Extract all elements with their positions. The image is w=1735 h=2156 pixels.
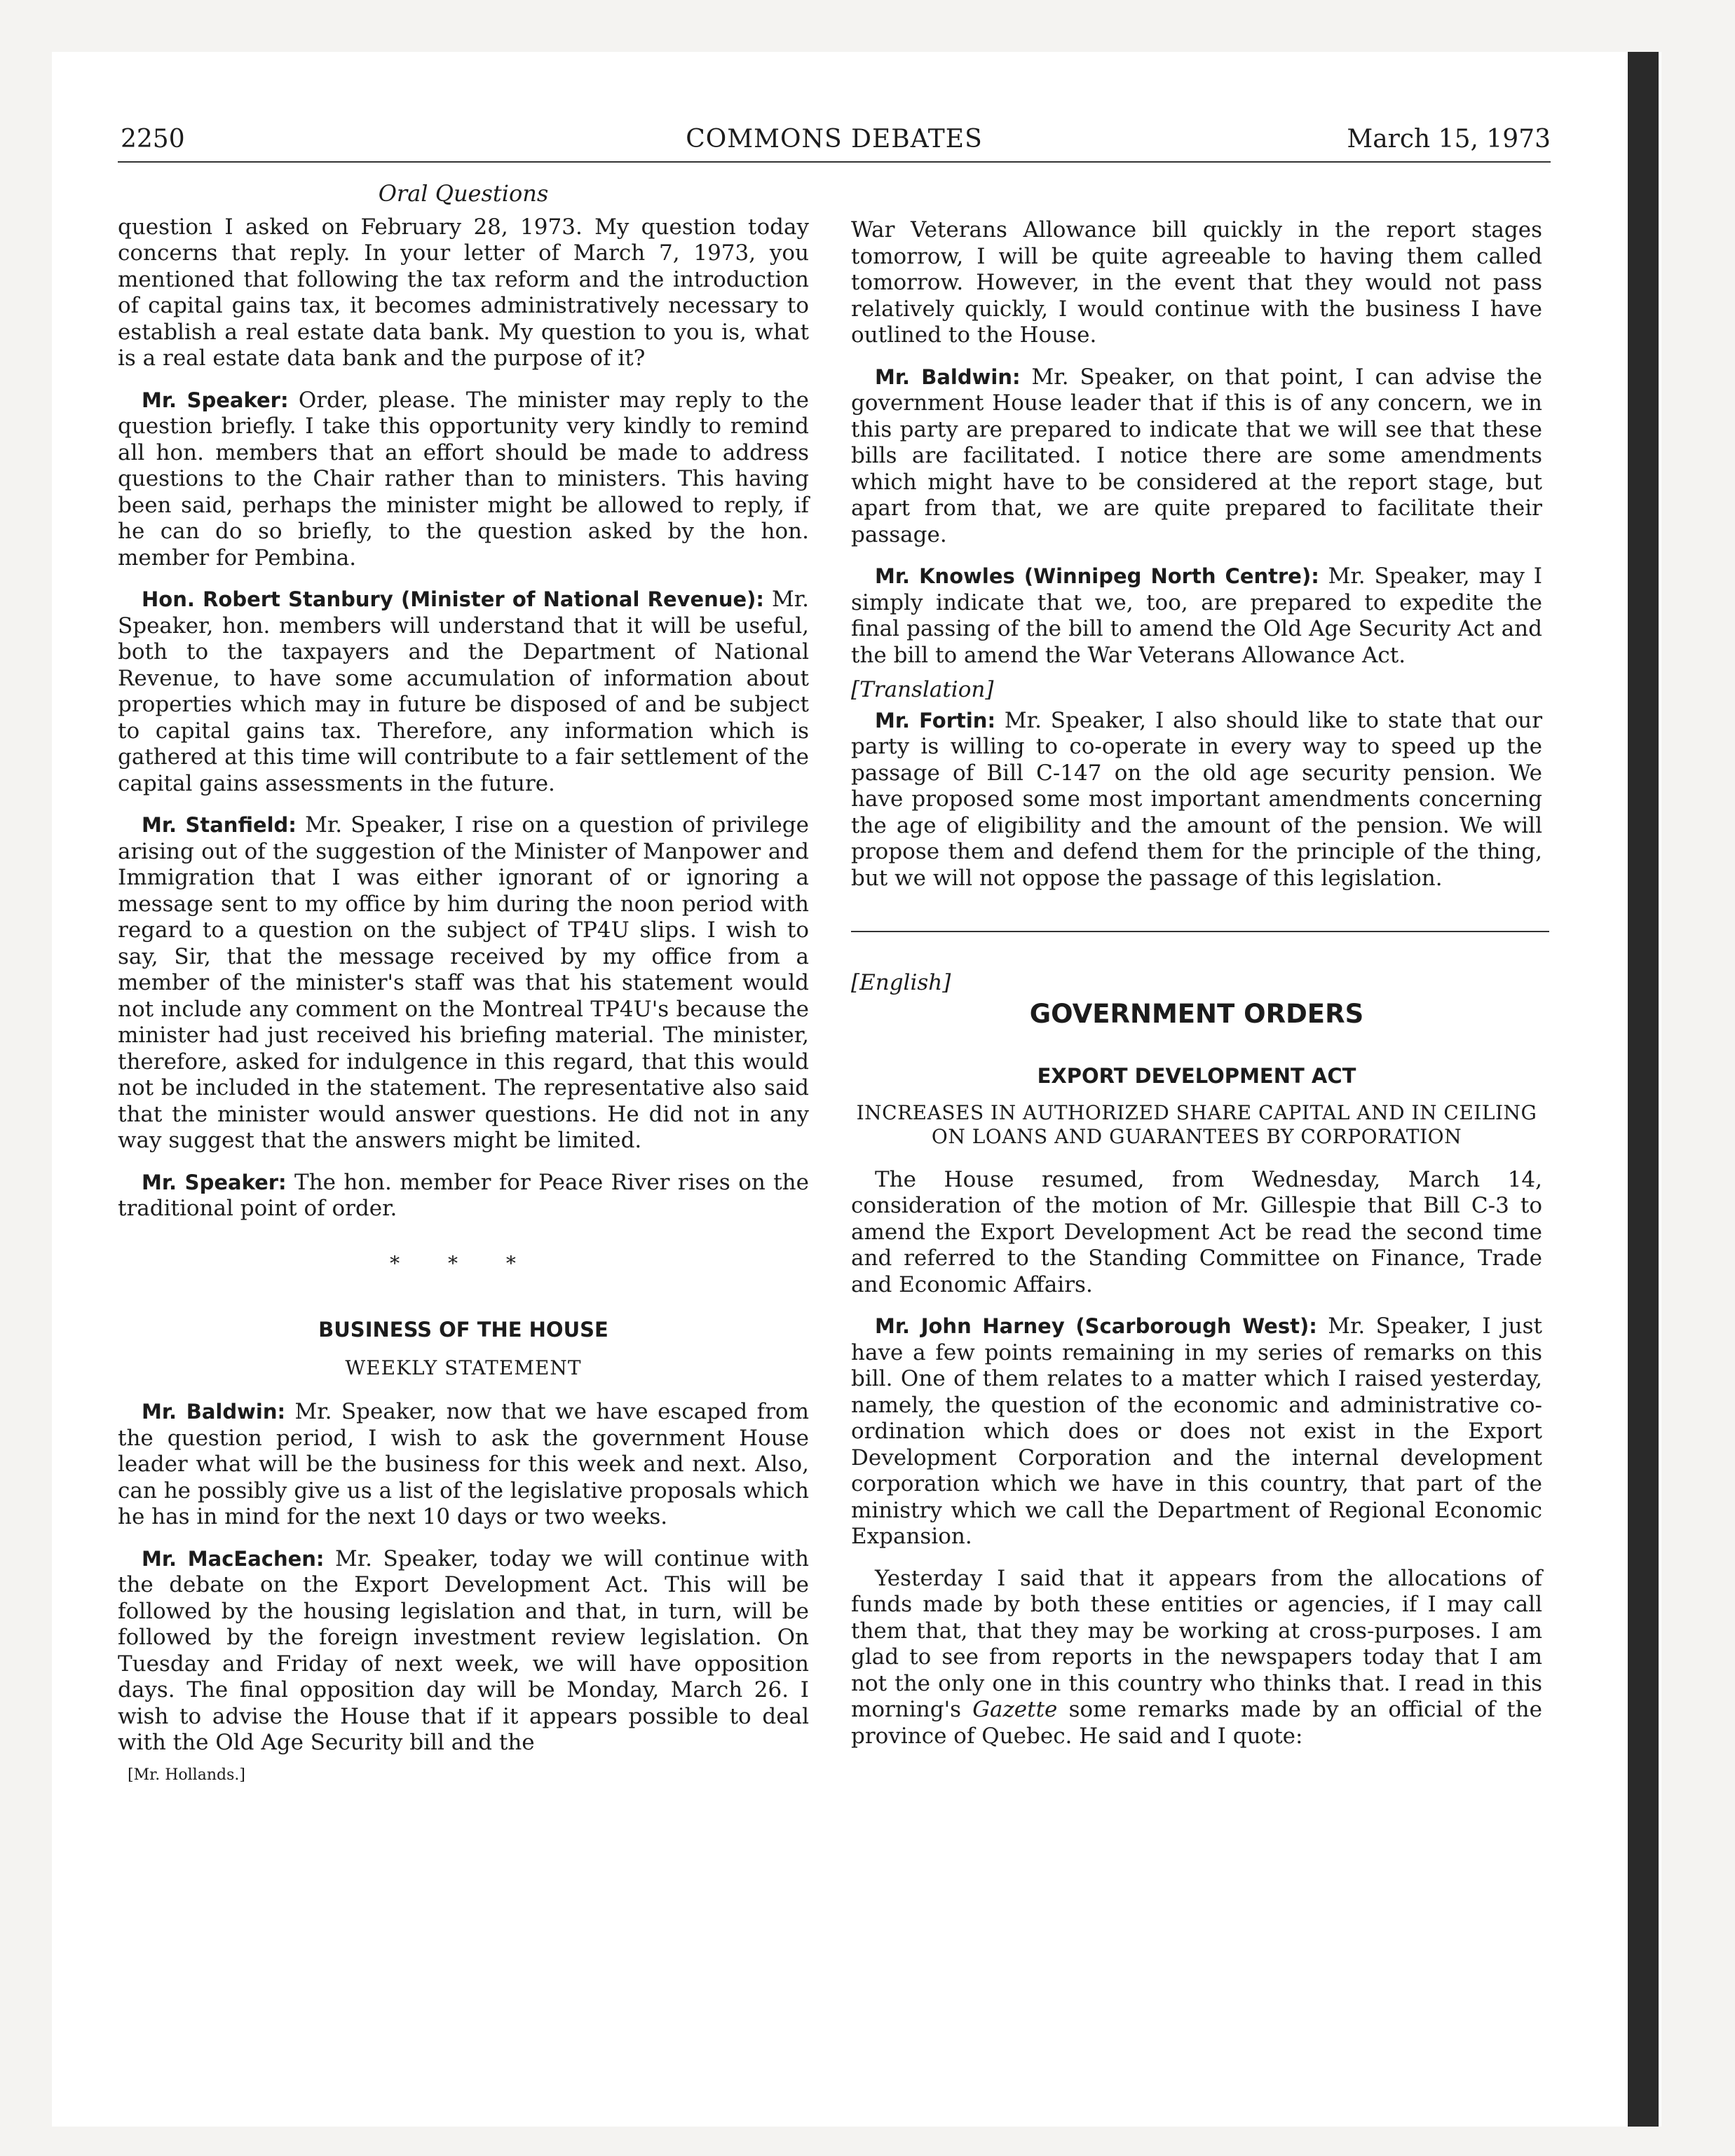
paragraph [118,214,809,372]
horizontal-rule [851,931,1549,932]
right-column [851,217,1542,1765]
language-marker: [English] [851,970,951,995]
newspaper-name: Gazette [972,1697,1058,1722]
paragraph-text: The House resumed, from Wednesday, March 14, consideration of the motion of Mr. Gillespie that Bill C-3 to amend the Export Development Act be read the second time and referred to the Standing Committee on Finance, Trade and Economic Affairs. [851,1166,1542,1297]
section-subheading: INCREASES IN AUTHORIZED SHARE CAPITAL AND IN CEILING ON LOANS AND GUARANTEES BY CORPORATION [856,1100,1537,1148]
paragraph-text: Mr. Speaker, today we will continue with the debate on the Export Development Act. This will be followed by the housing legislation and that, in turn, will be followed by the foreign investment review legislation. On Tuesday and Friday of next week, we will have opposition days. The final opposition day will be Monday, March 26. I wish to advise the House that if it appears possible to deal with the Old Age Security bill and the [118,1546,809,1755]
scan-edge-bar [1628,52,1659,2127]
paragraph-text: some remarks made by an official of the province of Quebec. He said and I quote: [851,1697,1542,1749]
page-number: 2250 [121,125,185,153]
major-heading: GOVERNMENT ORDERS [1029,998,1364,1029]
footer-note: [Mr. Hollands.] [128,1766,245,1784]
speaker-name: Mr. Stanfield: [142,813,297,837]
page-header [118,125,1551,163]
paragraph-text: Mr. Speaker, I just have a few points remaining in my series of remarks on this bill. One of them relates to a matter which I raised yesterday, namely, the question of the economic and administrative co-ordination which does or does not exist in the Export Development Corporation and the internal development corporation which we have in this country, that part of the ministry which we call the Department of Regional Economic Expansion. [851,1314,1542,1549]
speaker-name: Mr. Baldwin: [142,1400,286,1424]
left-column [118,181,809,1788]
paragraph-text: Yesterday I said that it appears from the allocations of funds made by both these entities or agencies, if I may call them that, that they may be working at cross-purposes. I am glad to see from reports in the newspapers today that I am not the only one in this country who thinks that. I read in this morning's [851,1565,1542,1722]
speaker-name: Mr. Speaker: [142,1170,287,1194]
paragraph [851,217,1542,349]
paragraph [851,1566,1542,1750]
speaker-name: Mr. John Harney (Scarborough West): [875,1314,1317,1338]
section-heading: BUSINESS OF THE HOUSE [318,1318,608,1342]
paragraph-text: Order, please. The minister may reply to the question briefly. I take this opportunity very kindly to remind all hon. members that an effort should be made to address questions to the Chair rather than to ministers. This having been said, perhaps the minister might be allowed to reply, if he can do so briefly, to the question asked by the hon. member for Pembina. [118,387,809,571]
paragraph [851,708,1542,892]
section-label: Oral Questions [378,180,549,207]
speaker-name: Mr. Fortin: [875,708,996,732]
page-date: March 15, 1973 [1347,125,1551,153]
paragraph-text: Mr. Speaker, hon. members will understand that it will be useful, both to the taxpayers and the Department of National Revenue, to have some accumulation of information about properties which may in future be disposed of and be subject to capital gains tax. Therefore, any information which is gathered at this time will contribute to a fair settlement of the capital gains assessments in the future. [118,587,809,796]
paragraph [851,364,1542,549]
section-subheading: WEEKLY STATEMENT [345,1356,582,1379]
paragraph-text: Mr. Speaker, now that we have escaped from the question period, I wish to ask the government House leader what will be the business for this week and next. Also, can he possibly give us a list of the legislative proposals which he has in mind for the next 10 days or two weeks. [118,1399,809,1529]
speaker-name: Hon. Robert Stanbury (Minister of National Revenue): [142,587,764,611]
paragraph-text: question I asked on February 28, 1973. My question today concerns that reply. In your letter of March 7, 1973, you mentioned that following the tax reform and the introduction of capital gains tax, it becomes administratively necessary to establish a real estate data bank. My question to you is, what is a real estate data bank and the purpose of it? [118,214,809,371]
paragraph [118,587,809,797]
paragraph [118,388,809,572]
paragraph-text: The hon. member for Peace River rises on the traditional point of order. [118,1169,809,1221]
speaker-name: Mr. Baldwin: [875,364,1021,389]
paragraph-text: Mr. Speaker, I rise on a question of privilege arising out of the suggestion of the Minister of Manpower and Immigration that I was either ignorant of or ignoring a message sent to my office by him during the noon period with regard to a question on the subject of TP4U slips. I wish to say, Sir, that the message received by my office from a member of the minister's staff was that his statement would not include any comment on the Montreal TP4U's because the minister had just received his briefing material. The minister, therefore, asked for indulgence in this regard, that this would not be included in the statement. The representative also said that the minister would answer questions. He did not in any way suggest that the answers might be limited. [118,812,809,1153]
speaker-name: Mr. Speaker: [142,388,289,412]
paragraph [851,1167,1542,1299]
speaker-name: Mr. Knowles (Winnipeg North Centre): [875,564,1319,588]
speaker-name: Mr. MacEachen: [142,1546,325,1571]
language-marker: [Translation] [851,677,994,702]
paragraph [118,1546,809,1756]
paragraph [118,1170,809,1222]
section-heading: EXPORT DEVELOPMENT ACT [1037,1064,1356,1088]
paragraph [851,1314,1542,1550]
paragraph [118,1399,809,1531]
publication-title: COMMONS DEBATES [686,125,983,153]
paragraph-text: Mr. Speaker, on that point, I can advise the government House leader that if this is of any concern, we in this party are prepared to indicate that we will see that these bills are facilitated. I notice there are some amendments which might have to be considered at the report stage, but apart from that, we are quite prepared to facilitate their passage. [851,364,1542,547]
paragraph-text: Mr. Speaker, I also should like to state that our party is willing to co-operate in every way to speed up the passage of Bill C-147 on the old age security pension. We have proposed some most important amendments concerning the age of eligibility and the amount of the pension. We will propose them and defend them for the principle of the thing, but we will not oppose the passage of this legislation. [851,707,1543,891]
paragraph-text: Mr. Speaker, may I simply indicate that we, too, are prepared to expedite the final passing of the bill to amend the Old Age Security Act and the bill to amend the War Veterans Allowance Act. [851,564,1542,668]
section-separator: * * * [390,1251,537,1275]
paragraph-text: War Veterans Allowance bill quickly in the report stages tomorrow, I will be quite agreeable to having them called tomorrow. However, in the event that they would not pass relatively quickly, I would continue with the business I have outlined to the House. [851,217,1542,348]
paragraph [851,564,1542,669]
paragraph [118,812,809,1154]
